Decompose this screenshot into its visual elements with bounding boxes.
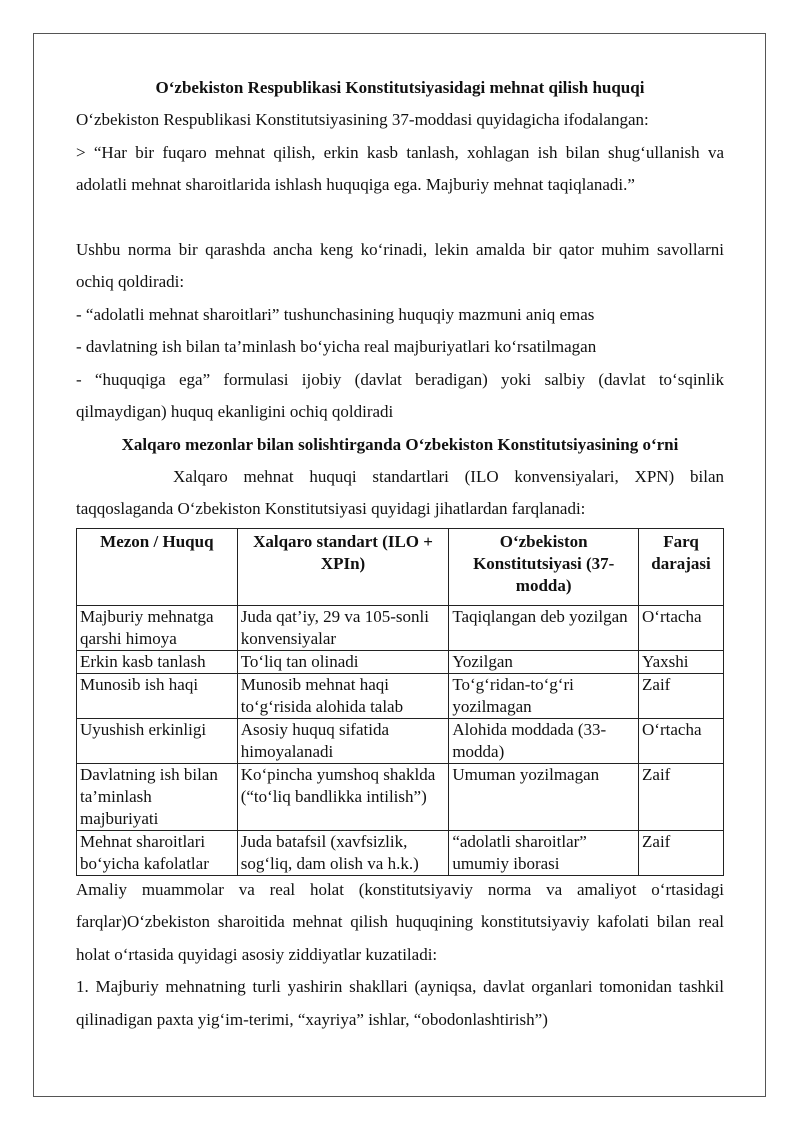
header-criterion: Mezon / Huquq xyxy=(77,528,238,605)
header-uzbekistan: O‘zbekiston Konstitutsiyasi (37-modda) xyxy=(449,528,639,605)
table-cell: To‘liq tan olinadi xyxy=(237,650,449,673)
table-cell: Erkin kasb tanlash xyxy=(77,650,238,673)
table-cell: O‘rtacha xyxy=(639,605,724,650)
table-cell: Davlatning ish bilan ta’minlash majburiyati xyxy=(77,763,238,830)
header-international: Xalqaro standart (ILO + XPIn) xyxy=(237,528,449,605)
analysis-paragraph: Ushbu norma bir qarashda ancha keng ko‘rinadi, lekin amalda bir qator muhim savollarni ochiq qoldiradi: xyxy=(76,239,724,291)
table-cell: Ko‘pincha yumshoq shaklda (“to‘liq bandlikka intilish”) xyxy=(237,763,449,830)
table-cell: Zaif xyxy=(639,673,724,718)
table-row xyxy=(77,763,724,830)
section-heading-constitution: O‘zbekiston Respublikasi Konstitutsiyasidagi mehnat qilish huquqi xyxy=(155,78,645,97)
table-cell: Uyushish erkinligi xyxy=(77,718,238,763)
comparison-intro: Xalqaro mehnat huquqi standartlari (ILO konvensiyalari, XPN) bilan taqqoslaganda O‘zbekiston Konstitutsiyasi quyidagi jihatlardan farqlanadi: xyxy=(76,466,724,518)
article-quote: > “Har bir fuqaro mehnat qilish, erkin kasb tanlash, xohlagan ish bilan shug‘ullanish va adolatli mehnat sharoitlarida ishlash huquqiga ega. Majburiy mehnat taqiqlanadi.” xyxy=(76,142,724,194)
intro-paragraph: O‘zbekiston Respublikasi Konstitutsiyasining 37-moddasi quyidagicha ifodalangan: xyxy=(76,110,649,129)
bullet-item: - “adolatli mehnat sharoitlari” tushunchasining huquqiy mazmuni aniq emas xyxy=(76,304,595,324)
table-row xyxy=(77,830,724,875)
table-row xyxy=(77,718,724,763)
table-cell: O‘rtacha xyxy=(639,718,724,763)
table-header-row xyxy=(77,528,724,605)
bullet-item: - “huquqiga ega” formulasi ijobiy (davlat beradigan) yoki salbiy (davlat to‘sqinlik qilmaydigan) huquq ekanligini ochiq qoldiradi xyxy=(76,369,724,421)
table-cell: Majburiy mehnatga qarshi himoya xyxy=(77,605,238,650)
bullet-item: - davlatning ish bilan ta’minlash bo‘yicha real majburiyatlari ko‘rsatilmagan xyxy=(76,337,597,356)
table-cell: Asosiy huquq sifatida himoyalanadi xyxy=(237,718,449,763)
document-body xyxy=(76,72,724,1036)
numbered-point: 1. Majburiy mehnatning turli yashirin shakllari (ayniqsa, davlat organlari tomonidan tashkil qilinadigan paxta yig‘im-terimi, “xayriya” ishlar, “obodonlashtirish”) xyxy=(76,977,724,1029)
header-difference: Farq darajasi xyxy=(639,528,724,605)
table-cell: Yaxshi xyxy=(639,650,724,673)
practice-paragraph: Amaliy muammolar va real holat (konstitutsiyaviy norma va amaliyot o‘rtasidagi farqlar)O‘zbekiston sharoitida mehnat qilish huquqining konstitutsiyaviy kafolati bilan real holat o‘rtasida quyidagi asosiy ziddiyatlar kuzatiladi: xyxy=(76,879,724,964)
comparison-table xyxy=(76,528,724,876)
table-cell: Mehnat sharoitlari bo‘yicha kafolatlar xyxy=(77,830,238,875)
table-cell: Yozilgan xyxy=(449,650,639,673)
table-row xyxy=(77,650,724,673)
table-cell: Juda batafsil (xavfsizlik, sog‘liq, dam olish va h.k.) xyxy=(237,830,449,875)
spacer xyxy=(76,202,724,234)
table-cell: Taqiqlangan deb yozilgan xyxy=(449,605,639,650)
table-cell: Zaif xyxy=(639,763,724,830)
section-heading-international: Xalqaro mezonlar bilan solishtirganda O‘zbekiston Konstitutsiyasining o‘rni xyxy=(121,434,679,454)
table-cell: Juda qat’iy, 29 va 105-sonli konvensiyalar xyxy=(237,605,449,650)
table-cell: “adolatli sharoitlar” umumiy iborasi xyxy=(449,830,639,875)
table-cell: To‘g‘ridan-to‘g‘ri yozilmagan xyxy=(449,673,639,718)
table-cell: Munosib ish haqi xyxy=(77,673,238,718)
table-cell: Zaif xyxy=(639,830,724,875)
table-cell: Munosib mehnat haqi to‘g‘risida alohida talab xyxy=(237,673,449,718)
table-cell: Umuman yozilmagan xyxy=(449,763,639,830)
table-row xyxy=(77,673,724,718)
table-row xyxy=(77,605,724,650)
table-cell: Alohida moddada (33-modda) xyxy=(449,718,639,763)
